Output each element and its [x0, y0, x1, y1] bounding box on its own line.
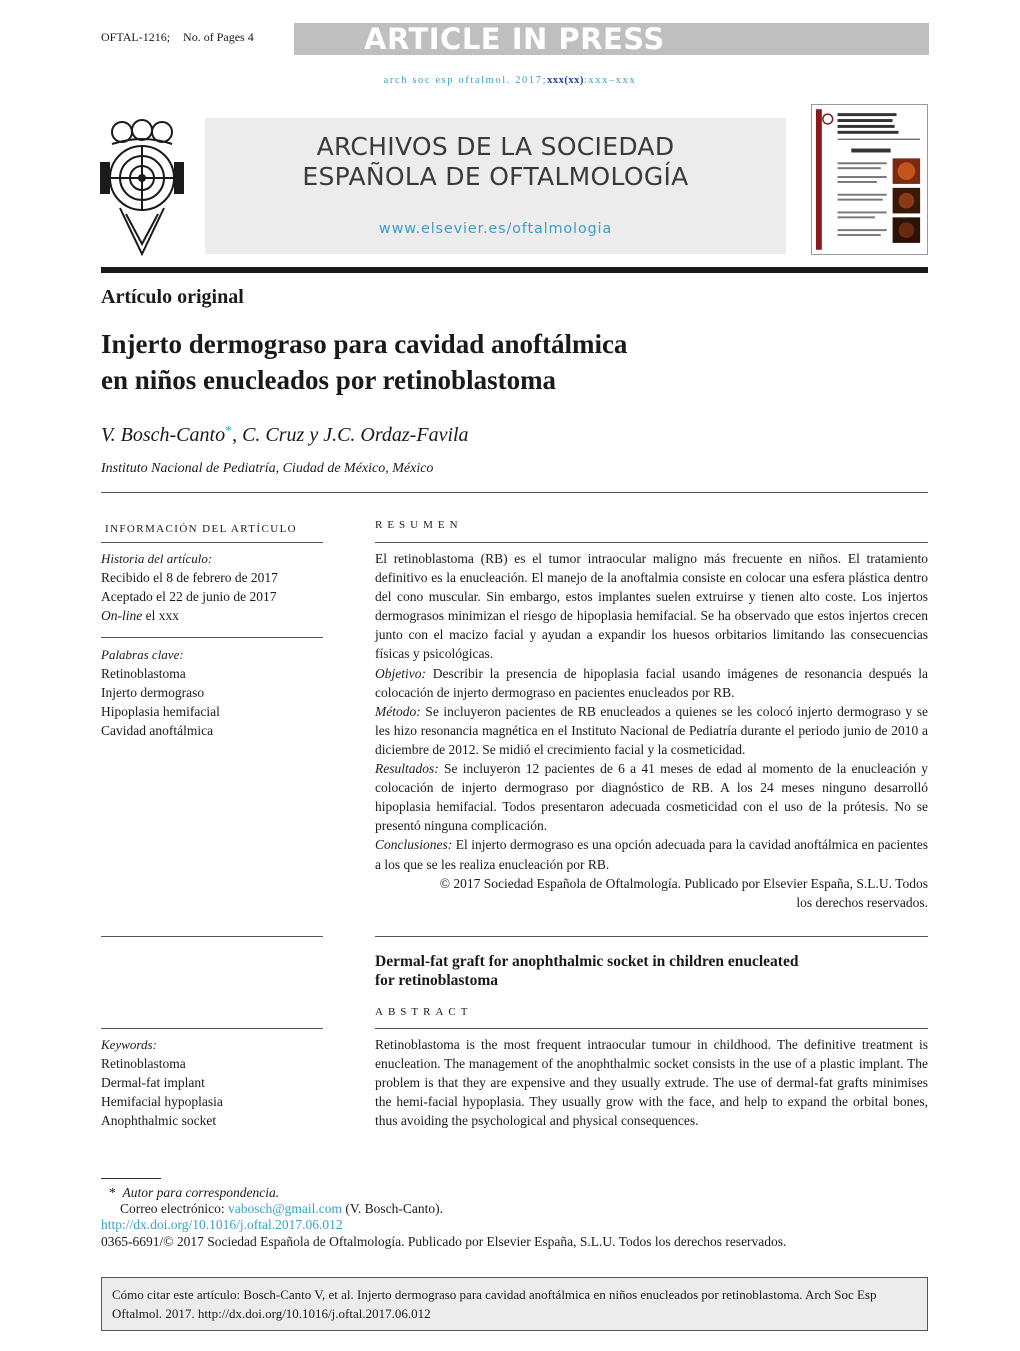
keyword-es: Injerto dermograso [101, 685, 205, 700]
footnote-star: * [109, 1185, 116, 1200]
english-title [375, 952, 895, 990]
info-rule-en-top [101, 936, 323, 937]
journal-name-line1: ARCHIVOS DE LA SOCIEDAD [316, 132, 675, 161]
keyword-es: Hipoplasia hemifacial [101, 704, 220, 719]
received-date: Recibido el 8 de febrero de 2017 [101, 570, 278, 585]
journal-url-link[interactable]: www.elsevier.es/oftalmologia [378, 221, 613, 237]
keyword-en: Hemifacial hypoplasia [101, 1094, 223, 1109]
header-divider [101, 267, 928, 273]
keywords-es-label: Palabras clave: [101, 647, 184, 662]
keywords-en [101, 1035, 323, 1130]
objective-text: Describir la presencia de hipoplasia facial usando imágenes de resonancia después la colocación de injerto dermograso en pacientes enucleados por RB. [375, 665, 928, 700]
keywords-en-label: Keywords: [101, 1037, 157, 1052]
keyword-en: Dermal-fat implant [101, 1075, 205, 1090]
article-type: Artículo original [101, 286, 244, 308]
resumen-objective [375, 664, 928, 702]
english-title-line2: for retinoblastoma [375, 972, 498, 989]
info-heading-text: INFORMACIÓN DEL ARTÍCULO [105, 523, 298, 535]
journal-cover-thumbnail [811, 104, 928, 255]
info-rule-en [101, 1028, 323, 1029]
email-label: Correo electrónico: [120, 1201, 228, 1216]
resumen-results [375, 759, 928, 835]
method-text: Se incluyeron pacientes de RB enucleados a quienes se les colocó injerto dermograso y se les hizo resonancia magnética en el Instituto Nacional de Pediatría durante el periodo junio de 2010 a diciembre de 2012. Se midió el crecimiento facial y la cosmeticidad. [375, 703, 928, 757]
english-title-line1: Dermal-fat graft for anophthalmic socket in children enucleated [375, 953, 799, 970]
online-date [101, 606, 323, 625]
footnote-rule [101, 1178, 161, 1179]
email-owner: (V. Bosch-Canto). [342, 1201, 444, 1216]
abstract-heading: ABSTRACT [375, 1006, 473, 1018]
affiliation-divider [101, 492, 928, 493]
copyright-line2: los derechos reservados. [796, 894, 928, 910]
article-info-heading [101, 518, 323, 539]
conclusions-text: El injerto dermograso es una opción adecuada para la cavidad anoftálmica en pacientes a los que se les realiza enucleación por RB. [375, 837, 928, 872]
resumen-copyright [375, 874, 928, 912]
keyword-es: Retinoblastoma [101, 666, 186, 681]
results-text: Se incluyeron 12 pacientes de 6 a 41 meses de edad al momento de la enucleación y colocación de injerto dermograso por diagnóstico de RB. A los 24 meses ninguno desarrolló hipoplasia hemifacial. Todos presentaron adecuada cosmeticidad con el uso de la prótesis. No se presentó ninguna complicación. [375, 761, 928, 834]
results-label: Resultados: [375, 761, 439, 777]
abstract-rule [375, 1028, 928, 1029]
title-line2: en niños enucleados por retinoblastoma [101, 365, 557, 395]
society-logo-icon [100, 118, 184, 256]
author-list [101, 424, 469, 447]
page-count: No. of Pages 4 [183, 30, 254, 44]
article-history [101, 549, 323, 625]
conclusions-label: Conclusiones: [375, 837, 453, 853]
objective-label: Objetivo: [375, 665, 426, 681]
online-value: el xxx [142, 608, 179, 623]
resumen-end-rule [375, 936, 928, 937]
author-primary: V. Bosch-Canto [101, 424, 226, 446]
corresponding-label: Autor para correspondencia. [122, 1185, 280, 1200]
info-rule-mid [101, 637, 323, 638]
accepted-date: Aceptado el 22 de junio de 2017 [101, 589, 277, 604]
article-title [101, 326, 841, 398]
history-label: Historia del artículo: [101, 551, 213, 566]
journal-citation [0, 75, 1020, 86]
email-link[interactable]: vabosch@gmail.com [227, 1201, 343, 1216]
corresponding-marker[interactable]: * [225, 424, 233, 439]
method-label: Método: [375, 703, 421, 719]
journal-header-box [205, 118, 786, 254]
keywords-es [101, 645, 323, 740]
journal-name [205, 132, 786, 192]
info-rule-top [101, 542, 323, 543]
how-to-cite-box: Cómo citar este artículo: Bosch-Canto V, et al. Injerto dermograso para cavidad anoftálmica en niños enucleados por retinoblastoma. Arch Soc Esp Oftalmol. 2017. http://dx.doi.org/10.1016/j.oftal.2017.06.012 [101, 1277, 928, 1331]
citation-volume: xxx(xx) [547, 75, 584, 86]
doi-link[interactable]: http://dx.doi.org/10.1016/j.oftal.2017.06.012 [101, 1217, 343, 1232]
citation-prefix: arch soc esp oftalmol. 2017; [383, 75, 548, 86]
citation-pages: :xxx–xxx [583, 75, 637, 86]
manuscript-code: OFTAL-1216; [101, 30, 171, 44]
online-label: On-line [101, 608, 143, 623]
manuscript-info [101, 30, 254, 45]
resumen-intro: El retinoblastoma (RB) es el tumor intraocular maligno más frecuente en niños. El tratamiento definitivo es la enucleación. El manejo de la anoftalmia consiste en colocar una esfera plástica dentro del cono muscular. Sin embargo, estos implantes suelen extruirse y tienen alto coste. Los injertos dermograsos minimizan el riesgo de hipoplasia hemifacial. Se ha observado que estos injertos crecen junto con el macizo facial y ayudan a expandir los huesos orbitarios limitando las consecuencias físicas y psicológicas. [375, 551, 928, 662]
issn-copyright: 0365-6691/© 2017 Sociedad Española de Oftalmología. Publicado por Elsevier España, S.L.U. Todos los derechos reservados. [101, 1234, 787, 1249]
copyright-line1: © 2017 Sociedad Española de Oftalmología. Publicado por Elsevier España, S.L.U. Todos [439, 875, 928, 891]
resumen-heading: RESUMEN [375, 519, 463, 531]
affiliation: Instituto Nacional de Pediatría, Ciudad de México, México [101, 461, 434, 476]
title-line1: Injerto dermograso para cavidad anoftálmica [101, 329, 628, 359]
resumen-method [375, 702, 928, 759]
keyword-en: Retinoblastoma [101, 1056, 186, 1071]
resumen-body [375, 549, 928, 912]
resumen-rule [375, 542, 928, 543]
keyword-es: Cavidad anoftálmica [101, 723, 214, 738]
abstract-body: Retinoblastoma is the most frequent intraocular tumour in childhood. The definitive treatment is enucleation. The management of the anophthalmic socket consists in the use of a plastic implant. The problem is that they are expensive and they usually extrude. The use of dermal-fat grafts minimises the hemi-facial hypoplasia. They usually grow with the face, and help to expand the orbital bones, thus avoiding the psychological and physical consequences. [375, 1037, 928, 1129]
keyword-en: Anophthalmic socket [101, 1113, 217, 1128]
article-in-press-banner: ARTICLE IN PRESS [294, 23, 929, 55]
journal-name-line2: ESPAÑOLA DE OFTALMOLOGÍA [302, 162, 689, 191]
authors-others: , C. Cruz y J.C. Ordaz-Favila [232, 424, 469, 446]
resumen-conclusions [375, 835, 928, 873]
